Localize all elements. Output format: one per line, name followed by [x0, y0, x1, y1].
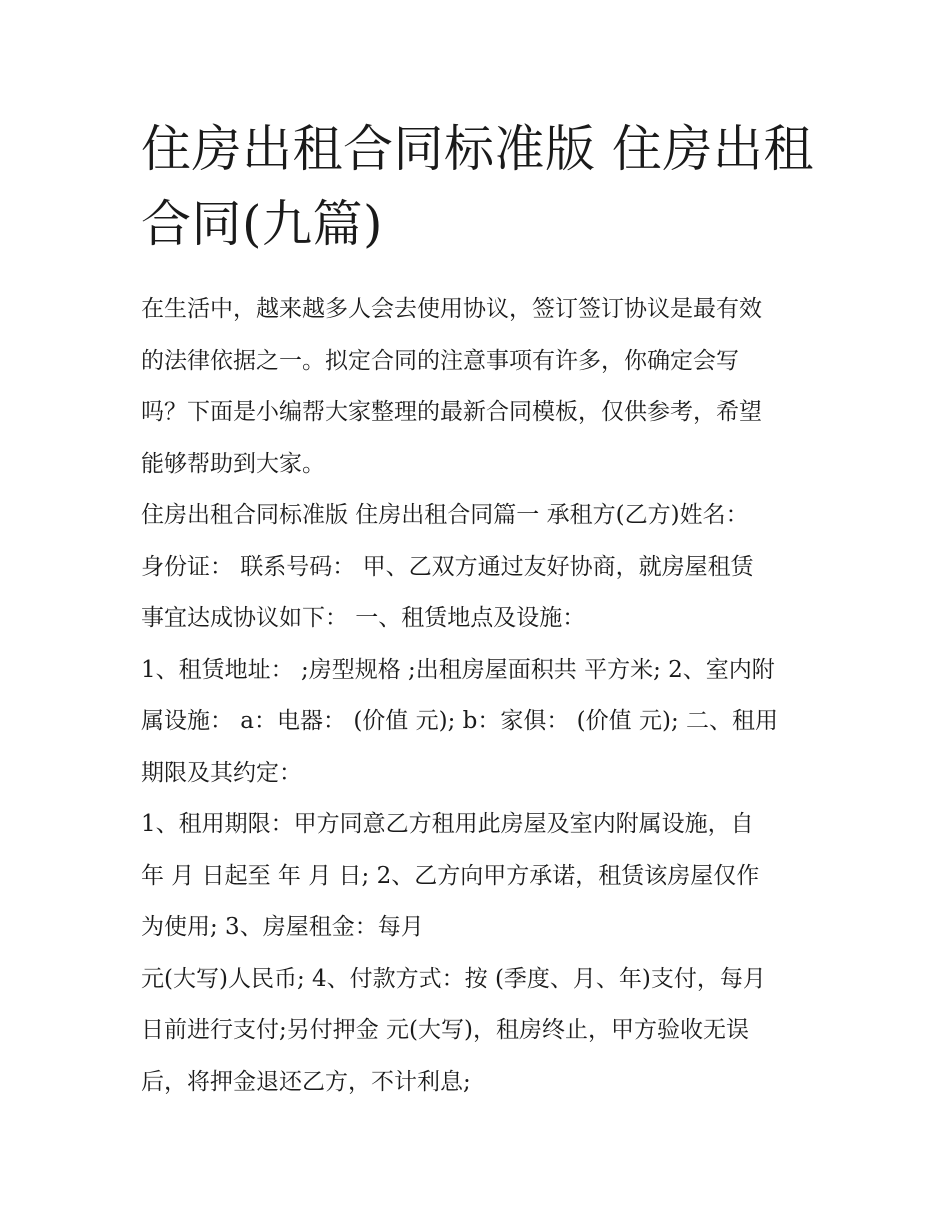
rental-location-paragraph [141, 645, 816, 800]
text-line: 属设施： a：电器： (价值 元); b：家俱： (价值 元); 二、租用 [141, 708, 779, 734]
text-line: 年 月 日起至 年 月 日; 2、乙方向甲方承诺，租赁该房屋仅作 [141, 862, 760, 889]
document-title [141, 112, 816, 262]
rental-term-paragraph [141, 799, 816, 954]
text-line: 能够帮助到大家。 [141, 450, 325, 477]
text-line: 1、租赁地址： ;房型规格 ;出租房屋面积共 平方米; 2、室内附 [141, 656, 775, 683]
text-line: 的法律依据之一。拟定合同的注意事项有许多，你确定会写 [141, 347, 739, 374]
title-line: 合同(九篇) [141, 195, 384, 253]
document-page [141, 112, 816, 1108]
text-line: 元(大写)人民币; 4、付款方式：按 (季度、月、年)支付，每月 [141, 965, 766, 992]
text-line: 1、租用期限：甲方同意乙方租用此房屋及室内附属设施，自 [141, 811, 754, 837]
text-line: 住房出租合同标准版 住房出租合同篇一 承租方(乙方)姓名： [141, 502, 749, 528]
text-line: 吗？下面是小编帮大家整理的最新合同模板，仅供参考，希望 [141, 399, 762, 425]
title-line: 住房出租合同标准版 住房出租 [141, 120, 814, 178]
intro-paragraph [141, 284, 816, 490]
text-line: 为使用; 3、房屋租金：每月 [141, 914, 424, 940]
contract-parties-paragraph [141, 490, 816, 645]
text-line: 后，将押金退还乙方，不计利息; [141, 1068, 471, 1095]
text-line: 身份证： 联系号码： 甲、乙双方通过友好协商，就房屋租赁 [141, 553, 754, 580]
payment-paragraph [141, 954, 816, 1109]
text-line: 期限及其约定： [141, 759, 302, 786]
text-line: 日前进行支付;另付押金 元(大写)，租房终止，甲方验收无误 [141, 1017, 750, 1043]
text-line: 在生活中，越来越多人会去使用协议，签订签订协议是最有效 [141, 296, 762, 322]
text-line: 事宜达成协议如下： 一、租赁地点及设施： [141, 605, 586, 631]
